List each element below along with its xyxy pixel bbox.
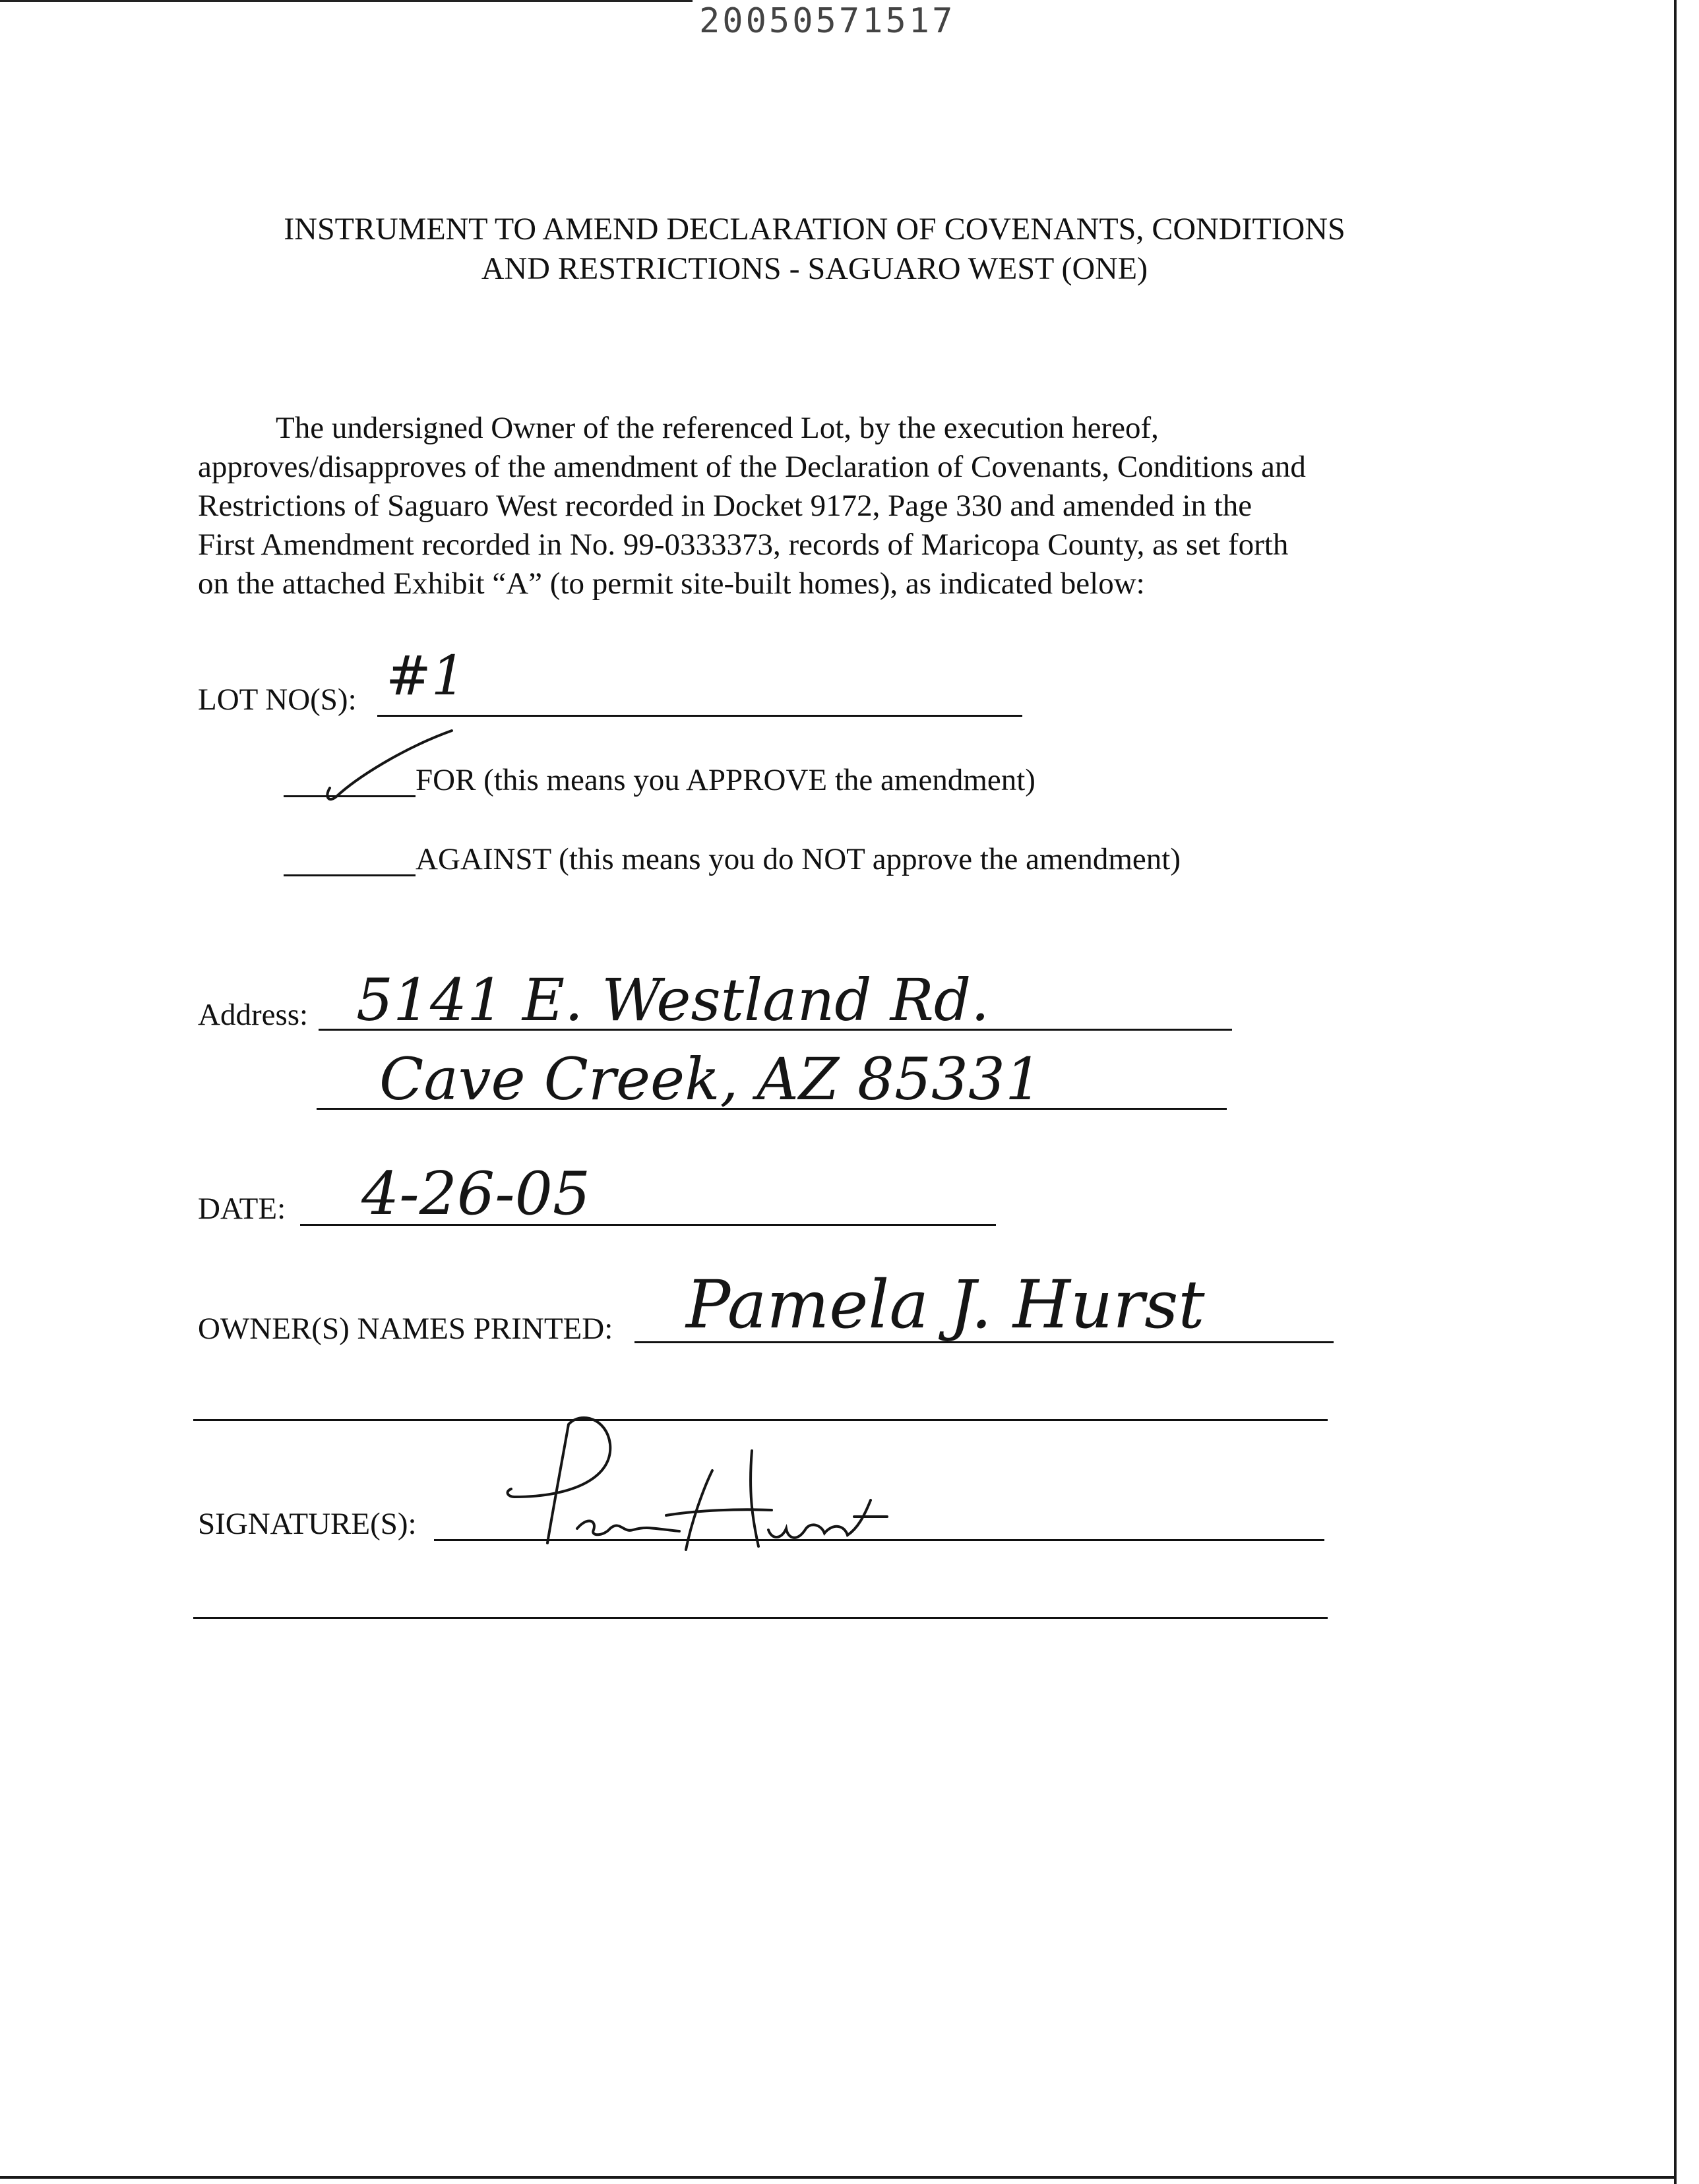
owner-names-value[interactable]: Pamela J. Hurst <box>686 1266 1205 1343</box>
body-line: The undersigned Owner of the referenced Lot, by the execution hereof, <box>276 411 1159 445</box>
against-label: AGAINST (this means you do NOT approve the amendment) <box>416 842 1181 876</box>
signature-second-line <box>193 1617 1328 1619</box>
lot-label: LOT NO(S): <box>198 682 357 717</box>
owner-names-second-line <box>193 1419 1328 1421</box>
owner-names-label: OWNER(S) NAMES PRINTED: <box>198 1312 613 1346</box>
scan-edge-bottom <box>0 2176 1677 2179</box>
signature-label: SIGNATURE(S): <box>198 1507 417 1541</box>
date-label: DATE: <box>198 1192 286 1226</box>
title-line-1: INSTRUMENT TO AMEND DECLARATION OF COVENANTS, CONDITIONS <box>284 212 1345 247</box>
body-paragraph <box>198 409 1385 603</box>
lot-value[interactable]: #1 <box>386 645 466 708</box>
date-value[interactable]: 4-26-05 <box>361 1159 591 1228</box>
signature-underline <box>434 1539 1324 1541</box>
against-blank[interactable] <box>284 874 416 876</box>
scan-edge-top <box>0 0 693 2</box>
address-label: Address: <box>198 998 309 1032</box>
title-line-2: AND RESTRICTIONS - SAGUARO WEST (ONE) <box>481 251 1148 286</box>
body-line: First Amendment recorded in No. 99-0333373, records of Maricopa County, as set forth <box>198 528 1289 562</box>
address-line-1[interactable]: 5141 E. Westland Rd. <box>356 966 990 1034</box>
body-line: Restrictions of Saguaro West recorded in Docket 9172, Page 330 and amended in the <box>198 489 1252 523</box>
recording-number: 20050571517 <box>699 1 956 41</box>
scan-edge-right <box>1674 0 1677 2184</box>
for-label: FOR (this means you APPROVE the amendment) <box>416 763 1035 797</box>
address-line-2[interactable]: Cave Creek, AZ 85331 <box>379 1045 1042 1113</box>
lot-underline <box>377 715 1022 717</box>
document-title <box>158 210 1471 289</box>
body-line: approves/disapproves of the amendment of the Declaration of Covenants, Conditions and <box>198 450 1306 484</box>
body-line: on the attached Exhibit “A” (to permit site-built homes), as indicated below: <box>198 566 1145 601</box>
